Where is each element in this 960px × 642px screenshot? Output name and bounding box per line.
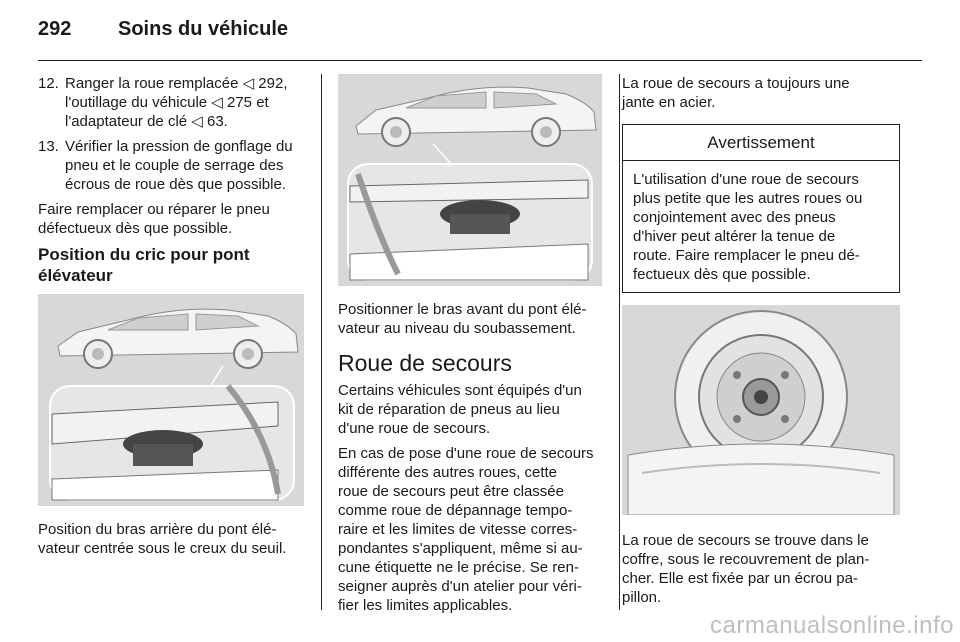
figure-caption [338,300,606,338]
paragraph-line: Faire remplacer ou réparer le pneu [38,201,270,218]
list-item-line: pneu et le couple de serrage des [65,157,284,174]
warning-line: fectueux dès que possible. [633,266,811,283]
warning-line: route. Faire remplacer le pneu dé- [633,247,860,264]
list-item [38,137,306,194]
column-1 [38,74,306,558]
spare-wheel-illustration [622,305,900,515]
paragraph-line: Certains véhicules sont équipés d'un [338,382,582,399]
warning-line: d'hiver peut altérer la tenue de [633,228,836,245]
warning-line: conjointement avec des pneus [633,209,836,226]
section-heading: Roue de secours [338,350,512,376]
paragraph-line: kit de réparation de pneus au lieu [338,401,560,418]
rear-lift-arm-illustration [38,294,304,506]
list-item-line: l'outillage du véhicule ◁ 275 et [65,94,269,111]
caption-line: Positionner le bras avant du pont élé- [338,301,587,318]
paragraph-line: d'une roue de secours. [338,420,491,437]
paragraph [338,444,606,615]
warning-box [622,124,900,293]
paragraph-line: défectueux dès que possible. [38,220,233,237]
paragraph [338,381,606,438]
paragraph-line: différente des autres roues, cette [338,464,558,481]
caption-line: coffre, sous le recouvrement de plan- [622,551,870,568]
caption-line: vateur centrée sous le creux du seuil. [38,540,287,557]
paragraph [622,74,900,112]
paragraph-line: jante en acier. [622,94,716,111]
watermark: carmanualsonline.info [710,612,954,639]
column-2 [338,74,606,615]
caption-line: Position du bras arrière du pont élé- [38,521,277,538]
paragraph-line: seigner auprès d'un atelier pour véri- [338,578,582,595]
list-item-line: Ranger la roue remplacée ◁ 292, [65,75,288,92]
paragraph-line: comme roue de dépannage tempo- [338,502,573,519]
list-item [38,74,306,131]
paragraph-line: La roue de secours a toujours une [622,75,850,92]
paragraph-line: fier les limites applicables. [338,597,513,614]
warning-title: Avertissement [623,125,899,161]
list-item-line: Vérifier la pression de gonflage du [65,138,293,155]
paragraph-line: cune étiquette ne le précise. Se ren- [338,559,579,576]
caption-line: vateur au niveau du soubassement. [338,320,576,337]
paragraph [38,200,306,238]
paragraph-line: En cas de pose d'une roue de secours [338,445,594,462]
caption-line: pillon. [622,589,662,606]
figure-caption [38,520,306,558]
paragraph-line: raire et les limites de vitesse corres- [338,521,578,538]
caption-line: cher. Elle est fixée par un écrou pa- [622,570,858,587]
warning-line: plus petite que les autres roues ou [633,190,863,207]
column-divider-1 [321,74,322,610]
page-number: 292 [38,18,72,40]
list-item-number: 13. [38,138,59,155]
page-title: Soins du véhicule [118,18,289,40]
list-item-line: écrous de roue dès que possible. [65,176,286,193]
section-heading: Position du cric pour pont élévateur [38,245,250,285]
paragraph-line: pondantes s'appliquent, même si au- [338,540,583,557]
warning-body [623,161,899,292]
column-divider-2 [619,74,620,610]
column-3 [622,74,900,607]
paragraph-line: roue de secours peut être classée [338,483,564,500]
figure-caption [622,531,900,607]
warning-line: L'utilisation d'une roue de secours [633,171,859,188]
list-item-line: l'adaptateur de clé ◁ 63. [65,113,228,130]
caption-line: La roue de secours se trouve dans le [622,532,869,549]
list-item-number: 12. [38,75,59,92]
front-lift-arm-illustration [338,74,602,286]
header-rule [38,60,922,61]
